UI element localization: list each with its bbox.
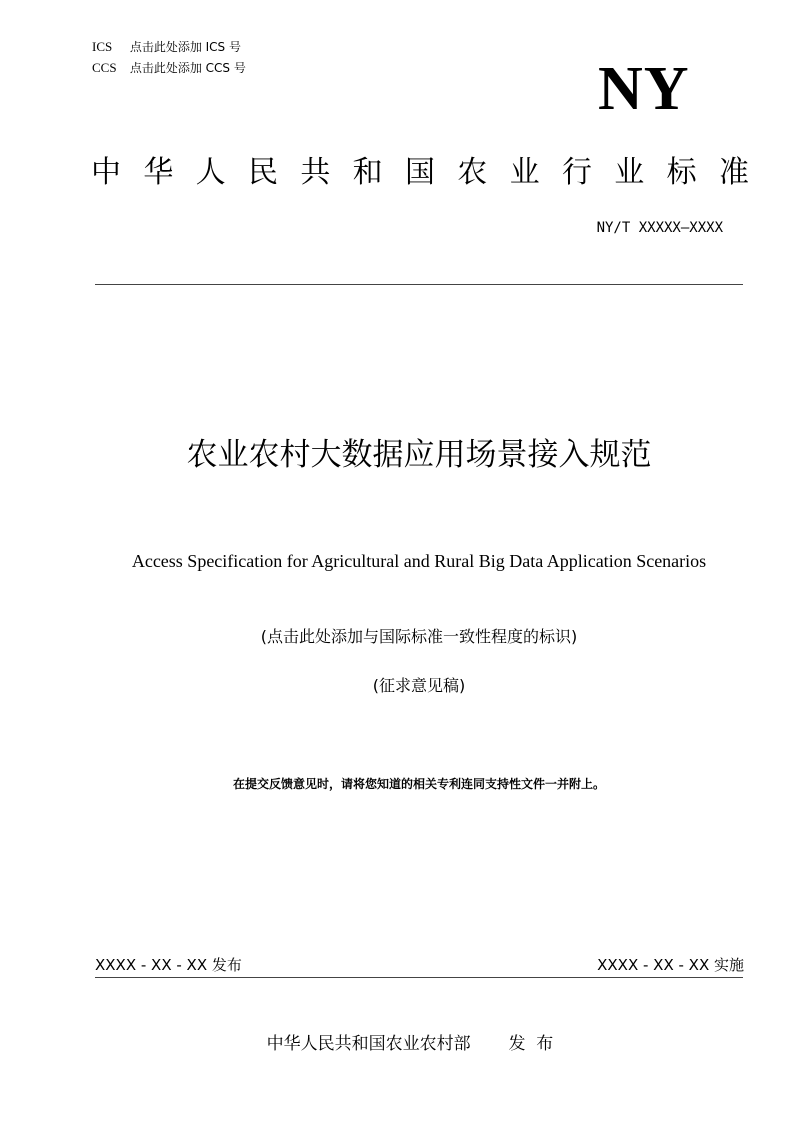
ics-label: ICS (92, 39, 113, 54)
footer-divider (95, 977, 743, 978)
title-char: 行 (561, 155, 592, 190)
ccs-field[interactable] (92, 61, 246, 75)
title-char: 业 (509, 155, 540, 190)
standard-mark-logo: NY (598, 55, 690, 123)
title-char: 民 (247, 155, 278, 190)
issuing-authority: 中华人民共和国农业农村部 发 布 (266, 1034, 554, 1054)
industry-standard-title (90, 153, 750, 193)
patent-notice: 在提交反馈意见时，请将您知道的相关专利连同支持性文件一并附上。 (232, 777, 605, 791)
implement-date: XXXX - XX - XX 实施 (597, 956, 744, 974)
title-char: 准 (718, 155, 749, 190)
title-char: 华 (143, 155, 174, 190)
ccs-placeholder[interactable]: 点击此处添加 CCS 号 (129, 61, 246, 75)
ics-field[interactable] (92, 40, 241, 54)
ics-placeholder[interactable]: 点击此处添加 ICS 号 (129, 40, 241, 54)
title-char: 业 (614, 155, 645, 190)
title-char: 中 (91, 155, 121, 190)
ccs-label: CCS (92, 60, 117, 75)
draft-status-label: (征求意见稿) (372, 676, 466, 695)
consistency-placeholder[interactable]: (点击此处添加与国际标准一致性程度的标识) (260, 627, 578, 646)
title-char: 人 (195, 155, 226, 190)
title-char: 共 (300, 155, 331, 190)
publish-date: XXXX - XX - XX 发布 (95, 956, 242, 974)
title-char: 和 (352, 155, 383, 190)
document-title-en: Access Specification for Agricultural and Rural Big Data Application Scenarios (131, 551, 707, 571)
title-char: 国 (404, 155, 435, 190)
document-title-cn: 农业农村大数据应用场景接入规范 (186, 437, 652, 473)
header-divider (95, 284, 743, 285)
title-char: 标 (666, 155, 697, 190)
standard-number: NY/T XXXXX—XXXX (596, 220, 723, 236)
title-char: 农 (457, 155, 488, 190)
